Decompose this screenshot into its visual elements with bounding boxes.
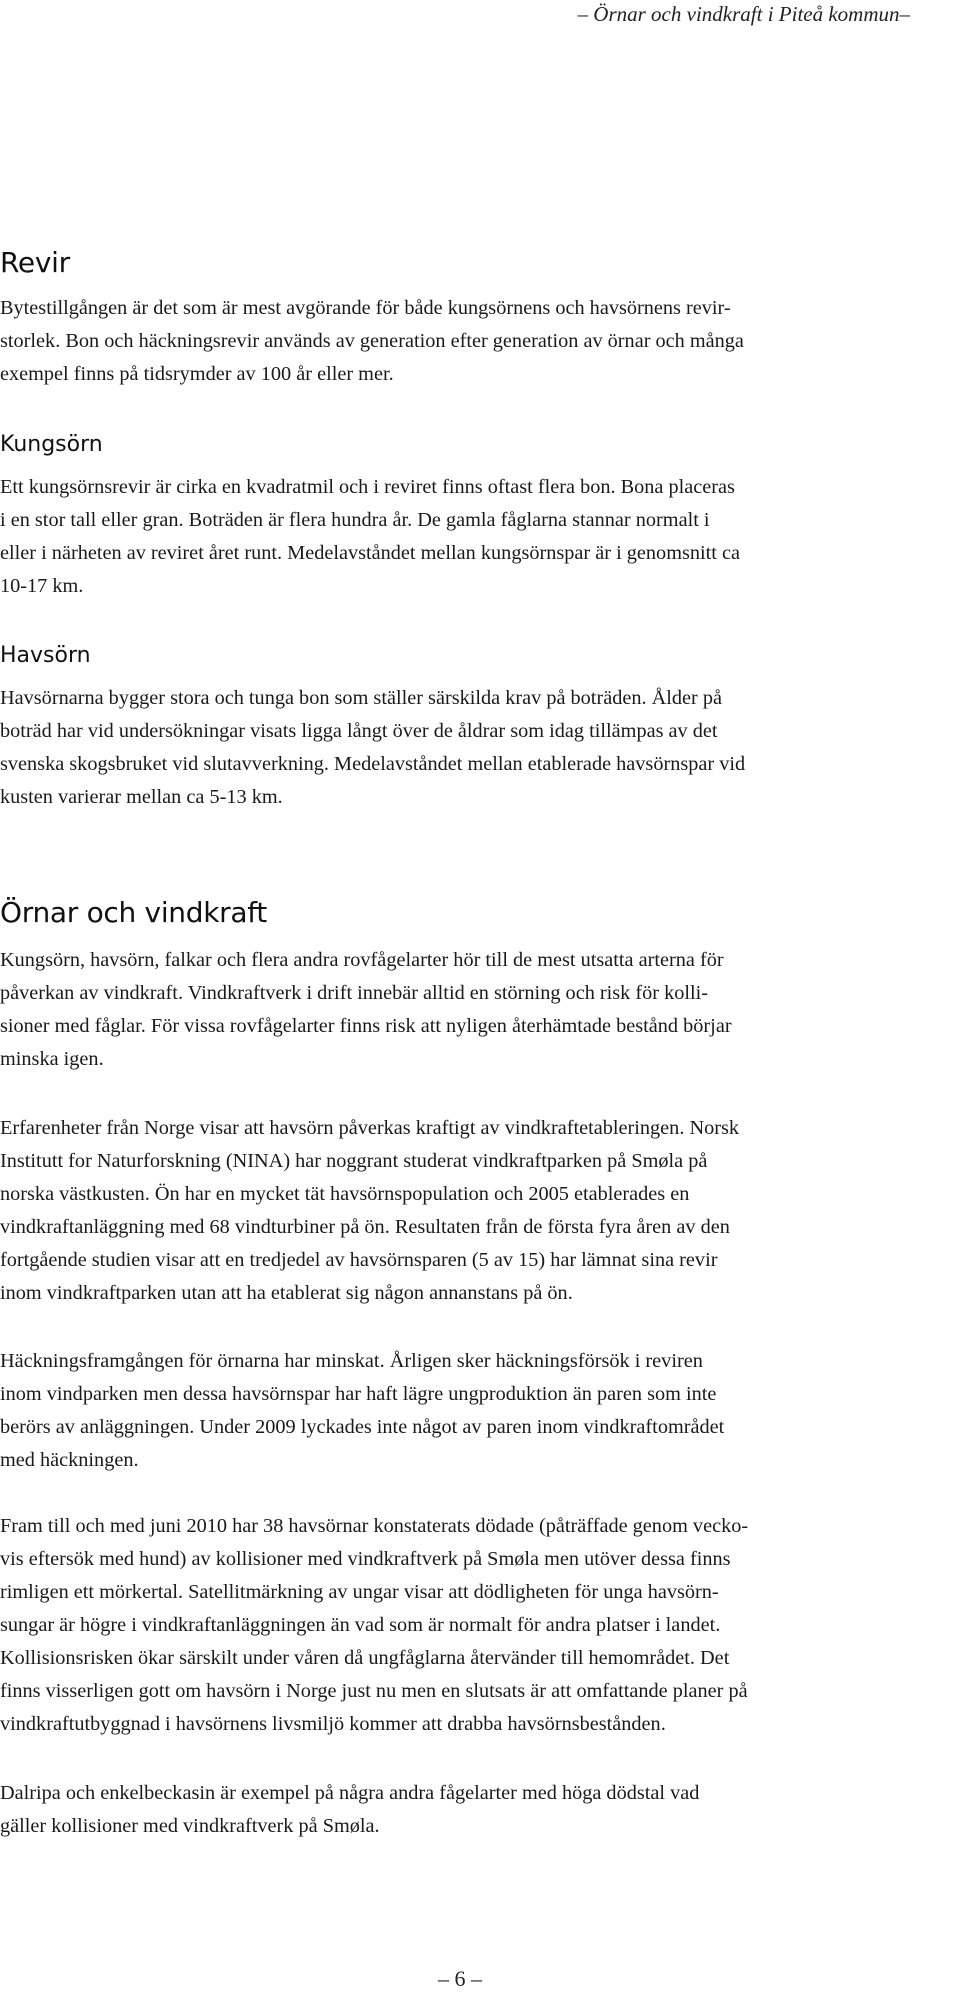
text-line: vindkraftanläggning med 68 vindturbiner på ön. Resultaten från de första fyra åren av den [0, 1216, 730, 1238]
text-line: Dalripa och enkelbeckasin är exempel på några andra fågelarter med höga dödstal vad [0, 1782, 700, 1804]
text-line: Kungsörn, havsörn, falkar och flera andra rovfågelarter hör till de mest utsatta arterna för [0, 949, 724, 971]
text-line: exempel finns på tidsrymder av 100 år eller mer. [0, 363, 394, 385]
paragraph-havsorn [0, 682, 950, 814]
text-line: inom vindkraftparken utan att ha etablerat sig någon annanstans på ön. [0, 1282, 573, 1304]
text-line: vindkraftutbyggnad i havsörnens livsmiljö kommer att drabba havsörnsbestånden. [0, 1713, 666, 1735]
text-line: eller i närheten av reviret året runt. Medelavståndet mellan kungsörnspar är i genomsnitt ca [0, 542, 740, 564]
paragraph-kungsorn [0, 471, 950, 603]
text-line: gäller kollisioner med vindkraftverk på Smøla. [0, 1815, 380, 1837]
text-line: Kollisionsrisken ökar särskilt under våren då ungfåglarna återvänder till hemområdet. Det [0, 1647, 730, 1669]
paragraph-ornar-5 [0, 1777, 950, 1843]
text-line: Ett kungsörnsrevir är cirka en kvadratmil och i reviret finns oftast flera bon. Bona placeras [0, 476, 735, 498]
subheading-havsorn: Havsörn [0, 643, 91, 668]
subheading-kungsorn: Kungsörn [0, 432, 103, 457]
text-line: 10-17 km. [0, 575, 84, 597]
text-line: Häckningsframgången för örnarna har minskat. Årligen sker häckningsförsök i reviren [0, 1350, 703, 1372]
text-line: Erfarenheter från Norge visar att havsörn påverkas kraftigt av vindkraftetableringen. Norsk [0, 1117, 740, 1139]
text-line: med häckningen. [0, 1449, 139, 1471]
paragraph-ornar-1 [0, 944, 950, 1076]
text-line: inom vindparken men dessa havsörnspar har haft lägre ungproduktion än paren som inte [0, 1383, 717, 1405]
text-line: minska igen. [0, 1048, 104, 1070]
text-line: norska västkusten. Ön har en mycket tät havsörnspopulation och 2005 etablerades en [0, 1183, 690, 1205]
text-line: Bytestillgången är det som är mest avgörande för både kungsörnens och havsörnens revir- [0, 297, 731, 319]
text-line: sioner med fåglar. För vissa rovfågelarter finns risk att nyligen återhämtade bestånd börjar [0, 1015, 732, 1037]
text-line: boträd har vid undersökningar visats ligga långt över de åldrar som idag tillämpas av det [0, 720, 718, 742]
text-line: Fram till och med juni 2010 har 38 havsörnar konstaterats dödade (påträffade genom vecko- [0, 1515, 749, 1537]
paragraph-ornar-2 [0, 1112, 950, 1310]
page-number: – 6 – [438, 1966, 482, 1991]
text-line: vis eftersök med hund) av kollisioner med vindkraftverk på Smøla men utöver dessa finns [0, 1548, 731, 1570]
text-line: finns visserligen gott om havsörn i Norge just nu men en slutsats är att omfattande planer på [0, 1680, 748, 1702]
section-heading-revir: Revir [0, 246, 70, 279]
text-line: fortgående studien visar att en tredjedel av havsörnsparen (5 av 15) har lämnat sina revir [0, 1249, 718, 1271]
text-line: rimligen ett mörkertal. Satellitmärkning av ungar visar att dödligheten för unga havsörn- [0, 1581, 719, 1603]
text-line: Havsörnarna bygger stora och tunga bon som ställer särskilda krav på boträden. Ålder på [0, 687, 723, 709]
text-line: Institutt for Naturforskning (NINA) har noggrant studerat vindkraftparken på Smøla på [0, 1150, 708, 1172]
text-line: svenska skogsbruket vid slutavverkning. Medelavståndet mellan etablerade havsörnspar vid [0, 753, 746, 775]
text-line: i en stor tall eller gran. Boträden är flera hundra år. De gamla fåglarna stannar normalt i [0, 509, 710, 531]
text-line: kusten varierar mellan ca 5-13 km. [0, 786, 283, 808]
text-line: påverkan av vindkraft. Vindkraftverk i drift innebär alltid en störning och risk för kolli- [0, 982, 709, 1004]
section-heading-ornar-vindkraft: Örnar och vindkraft [0, 896, 267, 929]
text-line: storlek. Bon och häckningsrevir används av generation efter generation av örnar och många [0, 330, 744, 352]
paragraph-revir [0, 292, 950, 391]
running-header: – Örnar och vindkraft i Piteå kommun– [577, 2, 910, 26]
paragraph-ornar-3 [0, 1345, 950, 1477]
text-line: berörs av anläggningen. Under 2009 lyckades inte något av paren inom vindkraftområdet [0, 1416, 725, 1438]
text-line: sungar är högre i vindkraftanläggningen än vad som är normalt för andra platser i landet. [0, 1614, 721, 1636]
paragraph-ornar-4 [0, 1510, 950, 1741]
